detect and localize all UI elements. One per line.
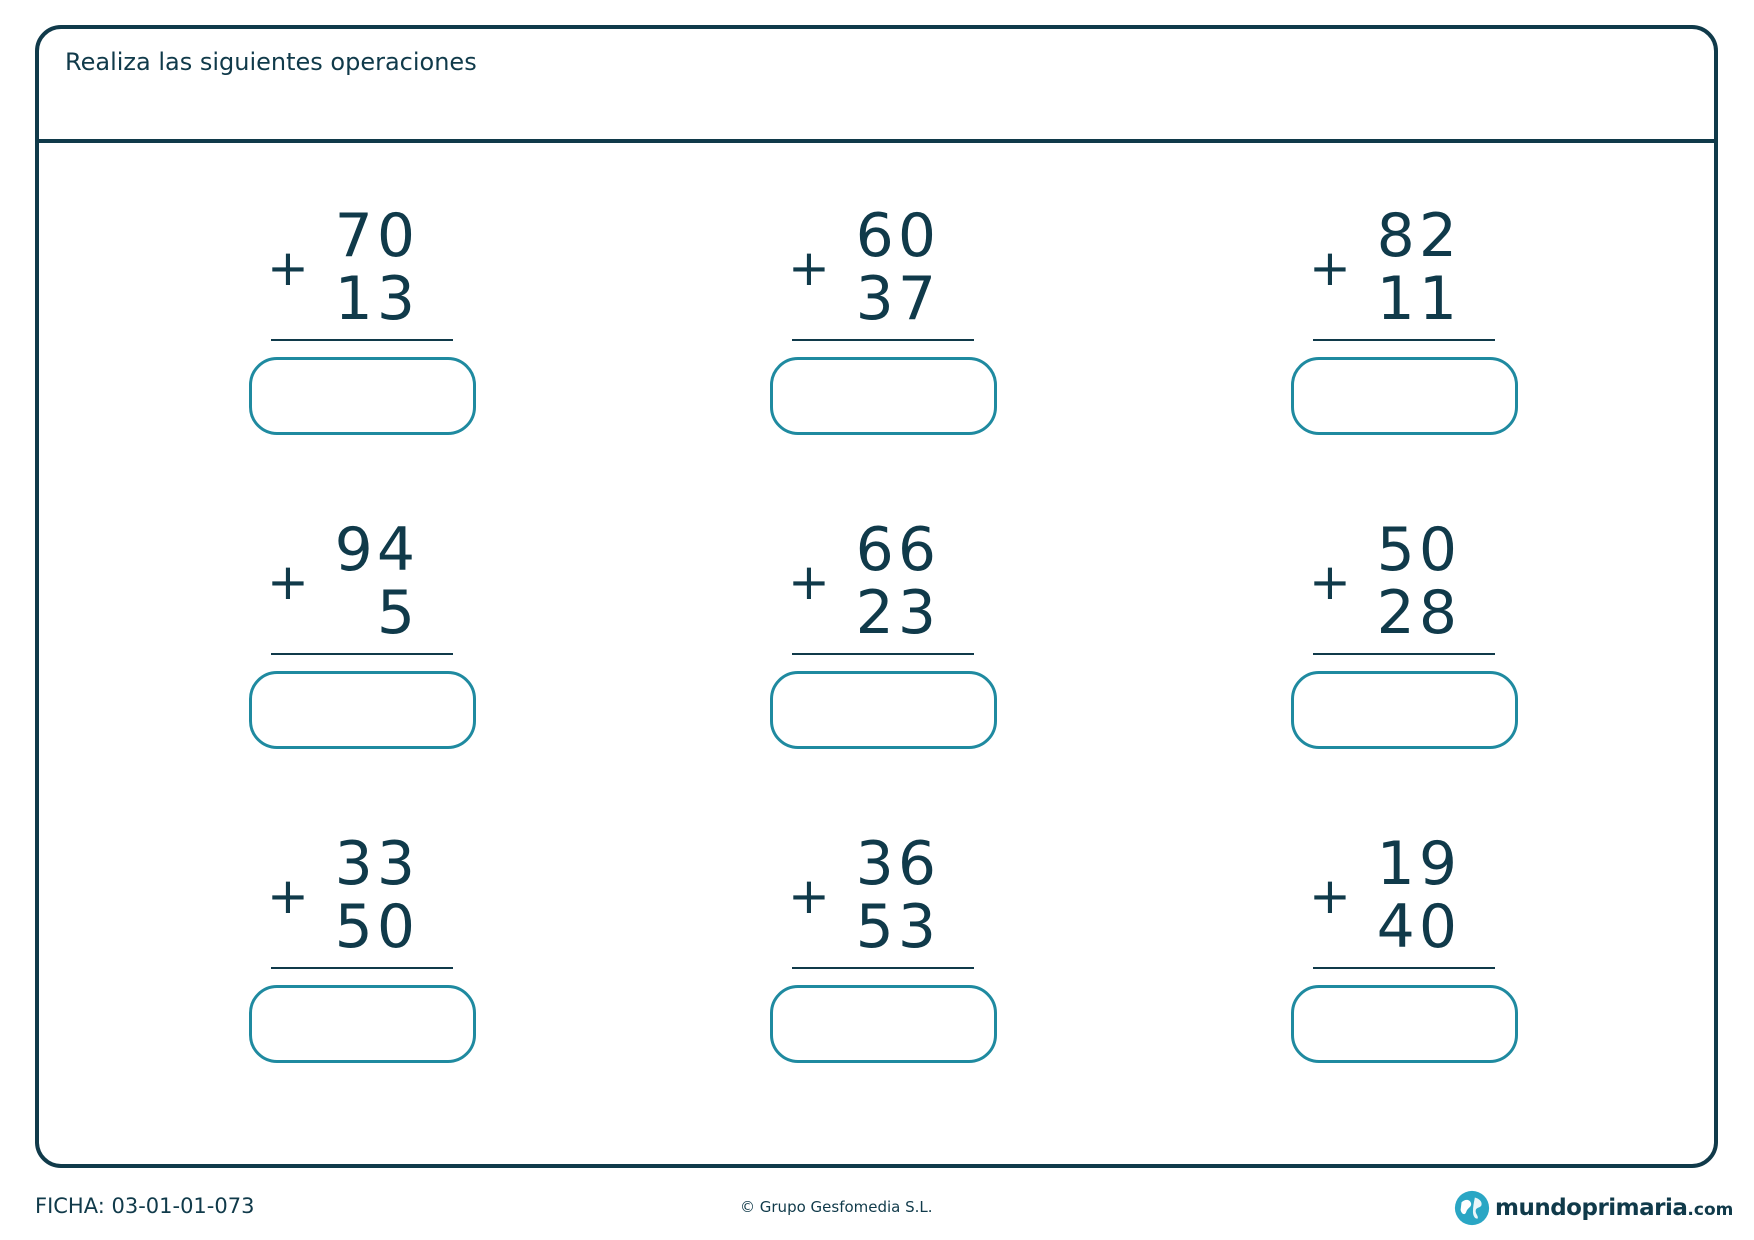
addition-problem bbox=[1291, 823, 1551, 1073]
sum-line bbox=[1313, 339, 1495, 341]
globe-icon bbox=[1453, 1189, 1491, 1227]
addend-top: 50 bbox=[1376, 515, 1461, 585]
sum-line bbox=[271, 967, 453, 969]
addend-bottom: 50 bbox=[334, 892, 419, 962]
answer-box[interactable] bbox=[249, 357, 476, 435]
addend-top: 94 bbox=[334, 515, 419, 585]
addend-top: 66 bbox=[855, 515, 940, 585]
plus-sign: + bbox=[1309, 867, 1351, 925]
plus-sign: + bbox=[267, 867, 309, 925]
sum-line bbox=[792, 967, 974, 969]
sum-line bbox=[792, 653, 974, 655]
worksheet-header bbox=[39, 29, 1714, 143]
addend-top: 19 bbox=[1376, 829, 1461, 899]
sum-line bbox=[271, 653, 453, 655]
addend-top: 82 bbox=[1376, 201, 1461, 271]
instruction-text: Realiza las siguientes operaciones bbox=[65, 48, 477, 76]
plus-sign: + bbox=[1309, 553, 1351, 611]
copyright-notice: © Grupo Gesfomedia S.L. bbox=[740, 1198, 933, 1216]
answer-box[interactable] bbox=[249, 671, 476, 749]
addend-bottom: 40 bbox=[1376, 892, 1461, 962]
answer-box[interactable] bbox=[770, 671, 997, 749]
plus-sign: + bbox=[788, 867, 830, 925]
addend-bottom: 5 bbox=[376, 578, 419, 648]
sum-line bbox=[1313, 653, 1495, 655]
addition-problem bbox=[1291, 509, 1551, 759]
answer-box[interactable] bbox=[770, 357, 997, 435]
answer-box[interactable] bbox=[770, 985, 997, 1063]
answer-box[interactable] bbox=[1291, 671, 1518, 749]
addend-top: 60 bbox=[855, 201, 940, 271]
plus-sign: + bbox=[1309, 239, 1351, 297]
addend-bottom: 11 bbox=[1376, 264, 1461, 334]
plus-sign: + bbox=[267, 553, 309, 611]
brand-tld: .com bbox=[1687, 1200, 1734, 1220]
plus-sign: + bbox=[788, 239, 830, 297]
addend-bottom: 28 bbox=[1376, 578, 1461, 648]
addend-bottom: 53 bbox=[855, 892, 940, 962]
brand-name: mundoprimaria bbox=[1495, 1195, 1688, 1221]
addition-problem bbox=[770, 823, 1030, 1073]
addend-bottom: 23 bbox=[855, 578, 940, 648]
addend-top: 36 bbox=[855, 829, 940, 899]
sum-line bbox=[271, 339, 453, 341]
addend-bottom: 37 bbox=[855, 264, 940, 334]
answer-box[interactable] bbox=[249, 985, 476, 1063]
worksheet-frame bbox=[35, 25, 1718, 1168]
plus-sign: + bbox=[267, 239, 309, 297]
addition-problem bbox=[249, 509, 509, 759]
worksheet-id: FICHA: 03-01-01-073 bbox=[35, 1194, 255, 1218]
addend-top: 70 bbox=[334, 201, 419, 271]
answer-box[interactable] bbox=[1291, 357, 1518, 435]
addition-problem bbox=[770, 509, 1030, 759]
addition-problem bbox=[249, 195, 509, 445]
problem-grid bbox=[39, 143, 1714, 1164]
brand-logo[interactable] bbox=[1453, 1188, 1733, 1228]
addition-problem bbox=[249, 823, 509, 1073]
sum-line bbox=[1313, 967, 1495, 969]
addend-bottom: 13 bbox=[334, 264, 419, 334]
sum-line bbox=[792, 339, 974, 341]
addend-top: 33 bbox=[334, 829, 419, 899]
addition-problem bbox=[770, 195, 1030, 445]
answer-box[interactable] bbox=[1291, 985, 1518, 1063]
plus-sign: + bbox=[788, 553, 830, 611]
addition-problem bbox=[1291, 195, 1551, 445]
